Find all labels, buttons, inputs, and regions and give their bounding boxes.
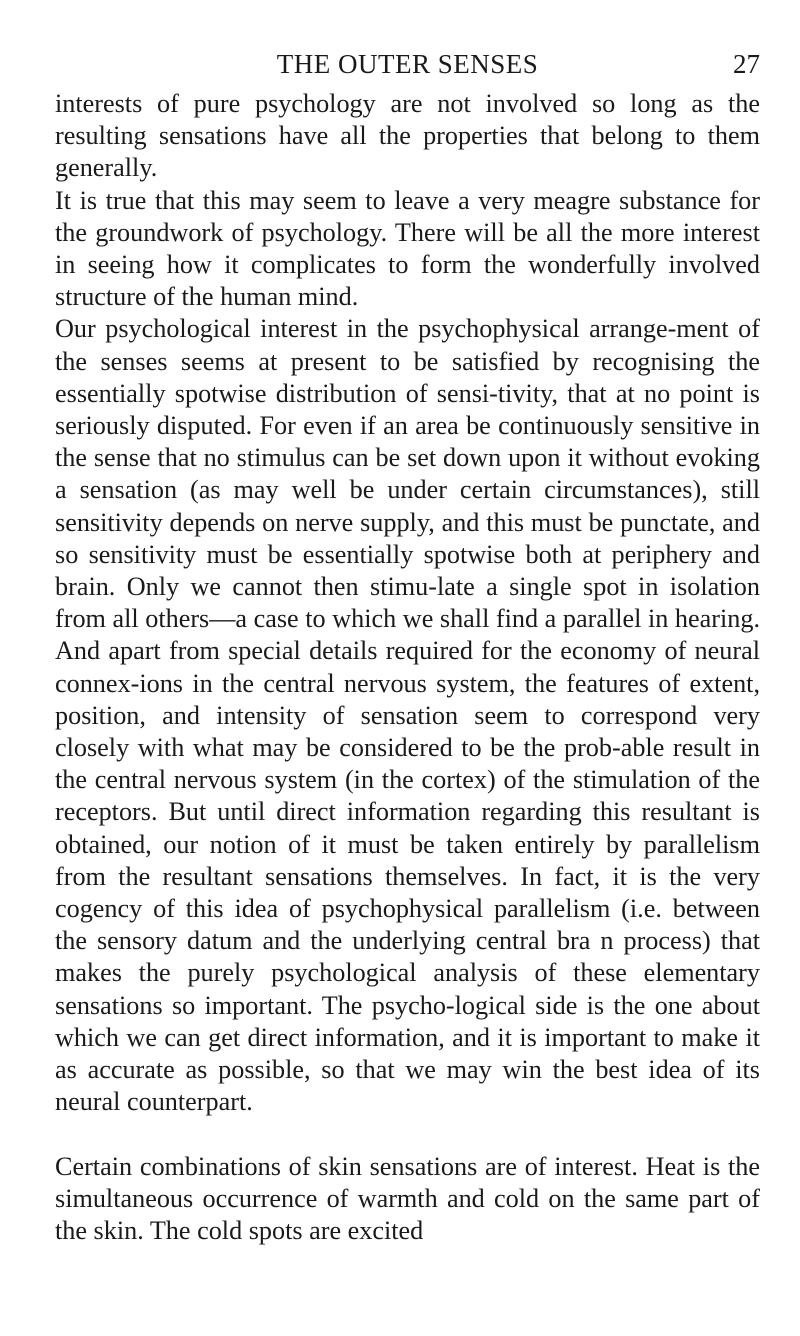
paragraph-4: Certain combinations of skin sensations are of interest. Heat is the simultaneous occurrence of warmth and cold on the same part of the skin. The cold spots are excited: [55, 1151, 760, 1245]
body-text: [55, 88, 760, 1247]
page-number: 27: [733, 49, 760, 79]
paragraph-1: interests of pure psychology are not involved so long as the resulting sensations have all the properties that belong to them generally.: [55, 89, 760, 183]
book-page: [55, 0, 760, 1247]
paragraph-2: It is true that this may seem to leave a very meagre substance for the groundwork of psychology. There will be all the more interest in seeing how it complicates to form the wonderfully involved structure of the human mind.: [55, 185, 760, 312]
paragraph-3: Our psychological interest in the psychophysical arrange-ment of the senses seems at present to be satisfied by recognising the essentially spotwise distribution of sensi-tivity, that at no point is seriously disputed. For even if an area be continuously sensitive in the sense that no stimulus can be set down upon it without evoking a sensation (as may well be under certain circumstances), still sensitivity depends on nerve supply, and this must be punctate, and so sensitivity must be essentially spotwise both at periphery and brain. Only we cannot then stimu-late a single spot in isolation from all others—a case to which we shall find a parallel in hearing. And apart from special details required for the economy of neural connex-ions in the central nervous system, the features of extent, position, and intensity of sensation seem to correspond very closely with what may be considered to be the prob-able result in the central nervous system (in the cortex) of the stimulation of the receptors. But until direct information regarding this resultant is obtained, our notion of it must be taken entirely by parallelism from the resultant sensations themselves. In fact, it is the very cogency of this idea of psychophysical parallelism (i.e. between the sensory datum and the underlying central bra n process) that makes the purely psychological analysis of these elementary sensations so important. The psycho-logical side is the one about which we can get direct information, and it is important to make it as accurate as possible, so that we may win the best idea of its neural counterpart.: [55, 314, 760, 1117]
running-head: THE OUTER SENSES: [276, 49, 539, 79]
page-header: [55, 0, 760, 88]
